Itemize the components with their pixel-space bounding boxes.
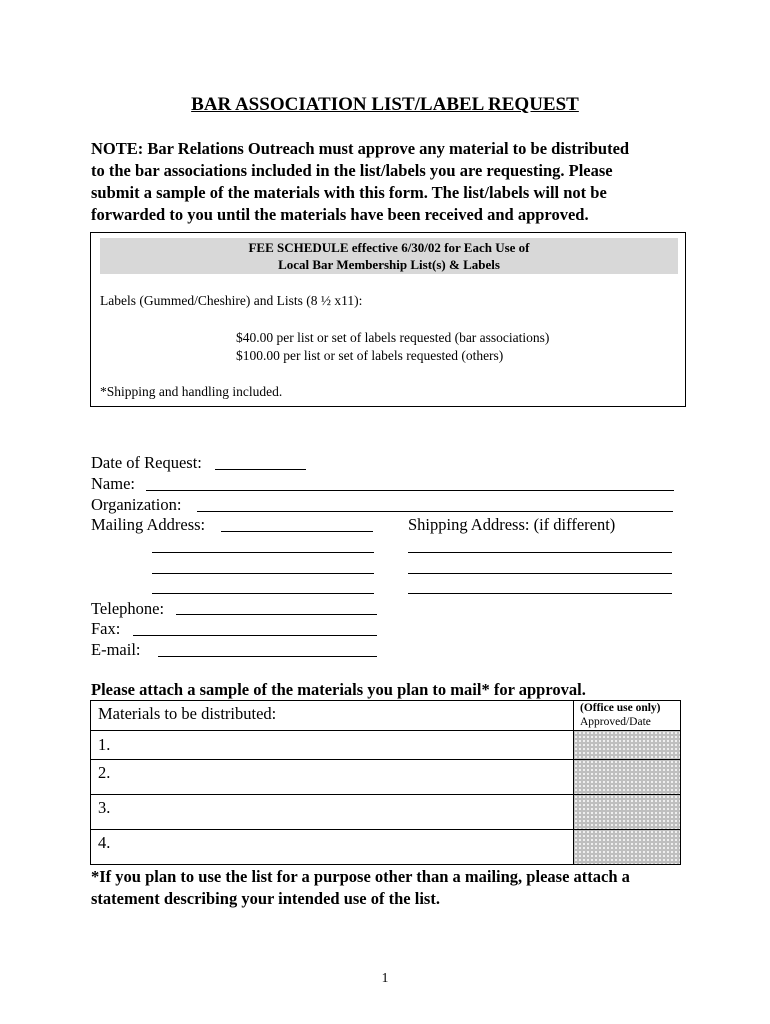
mailing-address-field[interactable]: [152, 573, 374, 574]
mailing-address-field[interactable]: [152, 593, 374, 594]
mailing-address-field[interactable]: [221, 531, 373, 532]
fee-header-line: Local Bar Membership List(s) & Labels: [278, 257, 500, 272]
materials-header: Materials to be distributed:: [98, 704, 277, 723]
row-number: 3.: [98, 798, 111, 817]
price-line-bar: $40.00 per list or set of labels requested (bar associations): [236, 330, 550, 345]
materials-table: [90, 700, 681, 865]
note-line: NOTE: Bar Relations Outreach must approve any material to be distributed: [91, 139, 630, 158]
footnote-line: statement describing your intended use of the list.: [91, 889, 440, 908]
note-line: forwarded to you until the materials have been received and approved.: [91, 205, 589, 224]
table-row[interactable]: [91, 830, 574, 865]
labels-lists-text: Labels (Gummed/Cheshire) and Lists (8 ½ x11):: [100, 293, 363, 308]
fee-header-line: FEE SCHEDULE effective 6/30/02 for Each Use of: [248, 240, 530, 255]
office-use-header-cell: [574, 701, 681, 731]
shipping-address-label: Shipping Address: (if different): [408, 515, 616, 534]
page-number: 1: [381, 970, 389, 985]
footnote-line: *If you plan to use the list for a purpose other than a mailing, please attach a: [91, 867, 630, 886]
name-label: Name:: [91, 474, 135, 493]
telephone-field[interactable]: [176, 614, 377, 615]
organization-label: Organization:: [91, 495, 182, 514]
shipping-address-field[interactable]: [408, 593, 672, 594]
table-row[interactable]: [91, 731, 574, 760]
office-use-cell: [574, 731, 681, 760]
row-number: 1.: [98, 735, 111, 754]
note-line: submit a sample of the materials with this form. The list/labels will not be: [91, 183, 607, 202]
table-row[interactable]: [91, 795, 574, 830]
row-number: 4.: [98, 833, 111, 852]
date-field[interactable]: [215, 469, 306, 470]
name-field[interactable]: [146, 490, 674, 491]
approved-date-label: Approved/Date: [580, 716, 651, 728]
attach-sample-note: Please attach a sample of the materials you plan to mail* for approval.: [91, 680, 586, 699]
approval-note: [91, 138, 691, 226]
row-number: 2.: [98, 763, 111, 782]
shipping-address-field[interactable]: [408, 552, 672, 553]
fee-schedule-box: [90, 232, 686, 407]
organization-field[interactable]: [197, 511, 673, 512]
shipping-note: *Shipping and handling included.: [100, 384, 283, 399]
mailing-address-label: Mailing Address:: [91, 515, 206, 534]
note-line: to the bar associations included in the list/labels you are requesting. Please: [91, 161, 613, 180]
footnote: [91, 866, 630, 910]
office-use-cell: [574, 795, 681, 830]
date-label: Date of Request:: [91, 453, 202, 472]
materials-header-cell: [91, 701, 574, 731]
telephone-label: Telephone:: [91, 599, 165, 618]
office-use-cell: [574, 830, 681, 865]
fax-field[interactable]: [133, 635, 377, 636]
fax-label: Fax:: [91, 619, 121, 638]
shipping-address-field[interactable]: [408, 573, 672, 574]
mailing-address-field[interactable]: [152, 552, 374, 553]
page-title: BAR ASSOCIATION LIST/LABEL REQUEST: [191, 94, 579, 115]
email-field[interactable]: [158, 656, 377, 657]
price-line-others: $100.00 per list or set of labels requested (others): [236, 348, 504, 363]
email-label: E-mail:: [91, 640, 141, 659]
office-use-cell: [574, 760, 681, 795]
office-use-label: (Office use only): [580, 702, 661, 714]
table-row[interactable]: [91, 760, 574, 795]
fee-schedule-header: [100, 238, 678, 274]
